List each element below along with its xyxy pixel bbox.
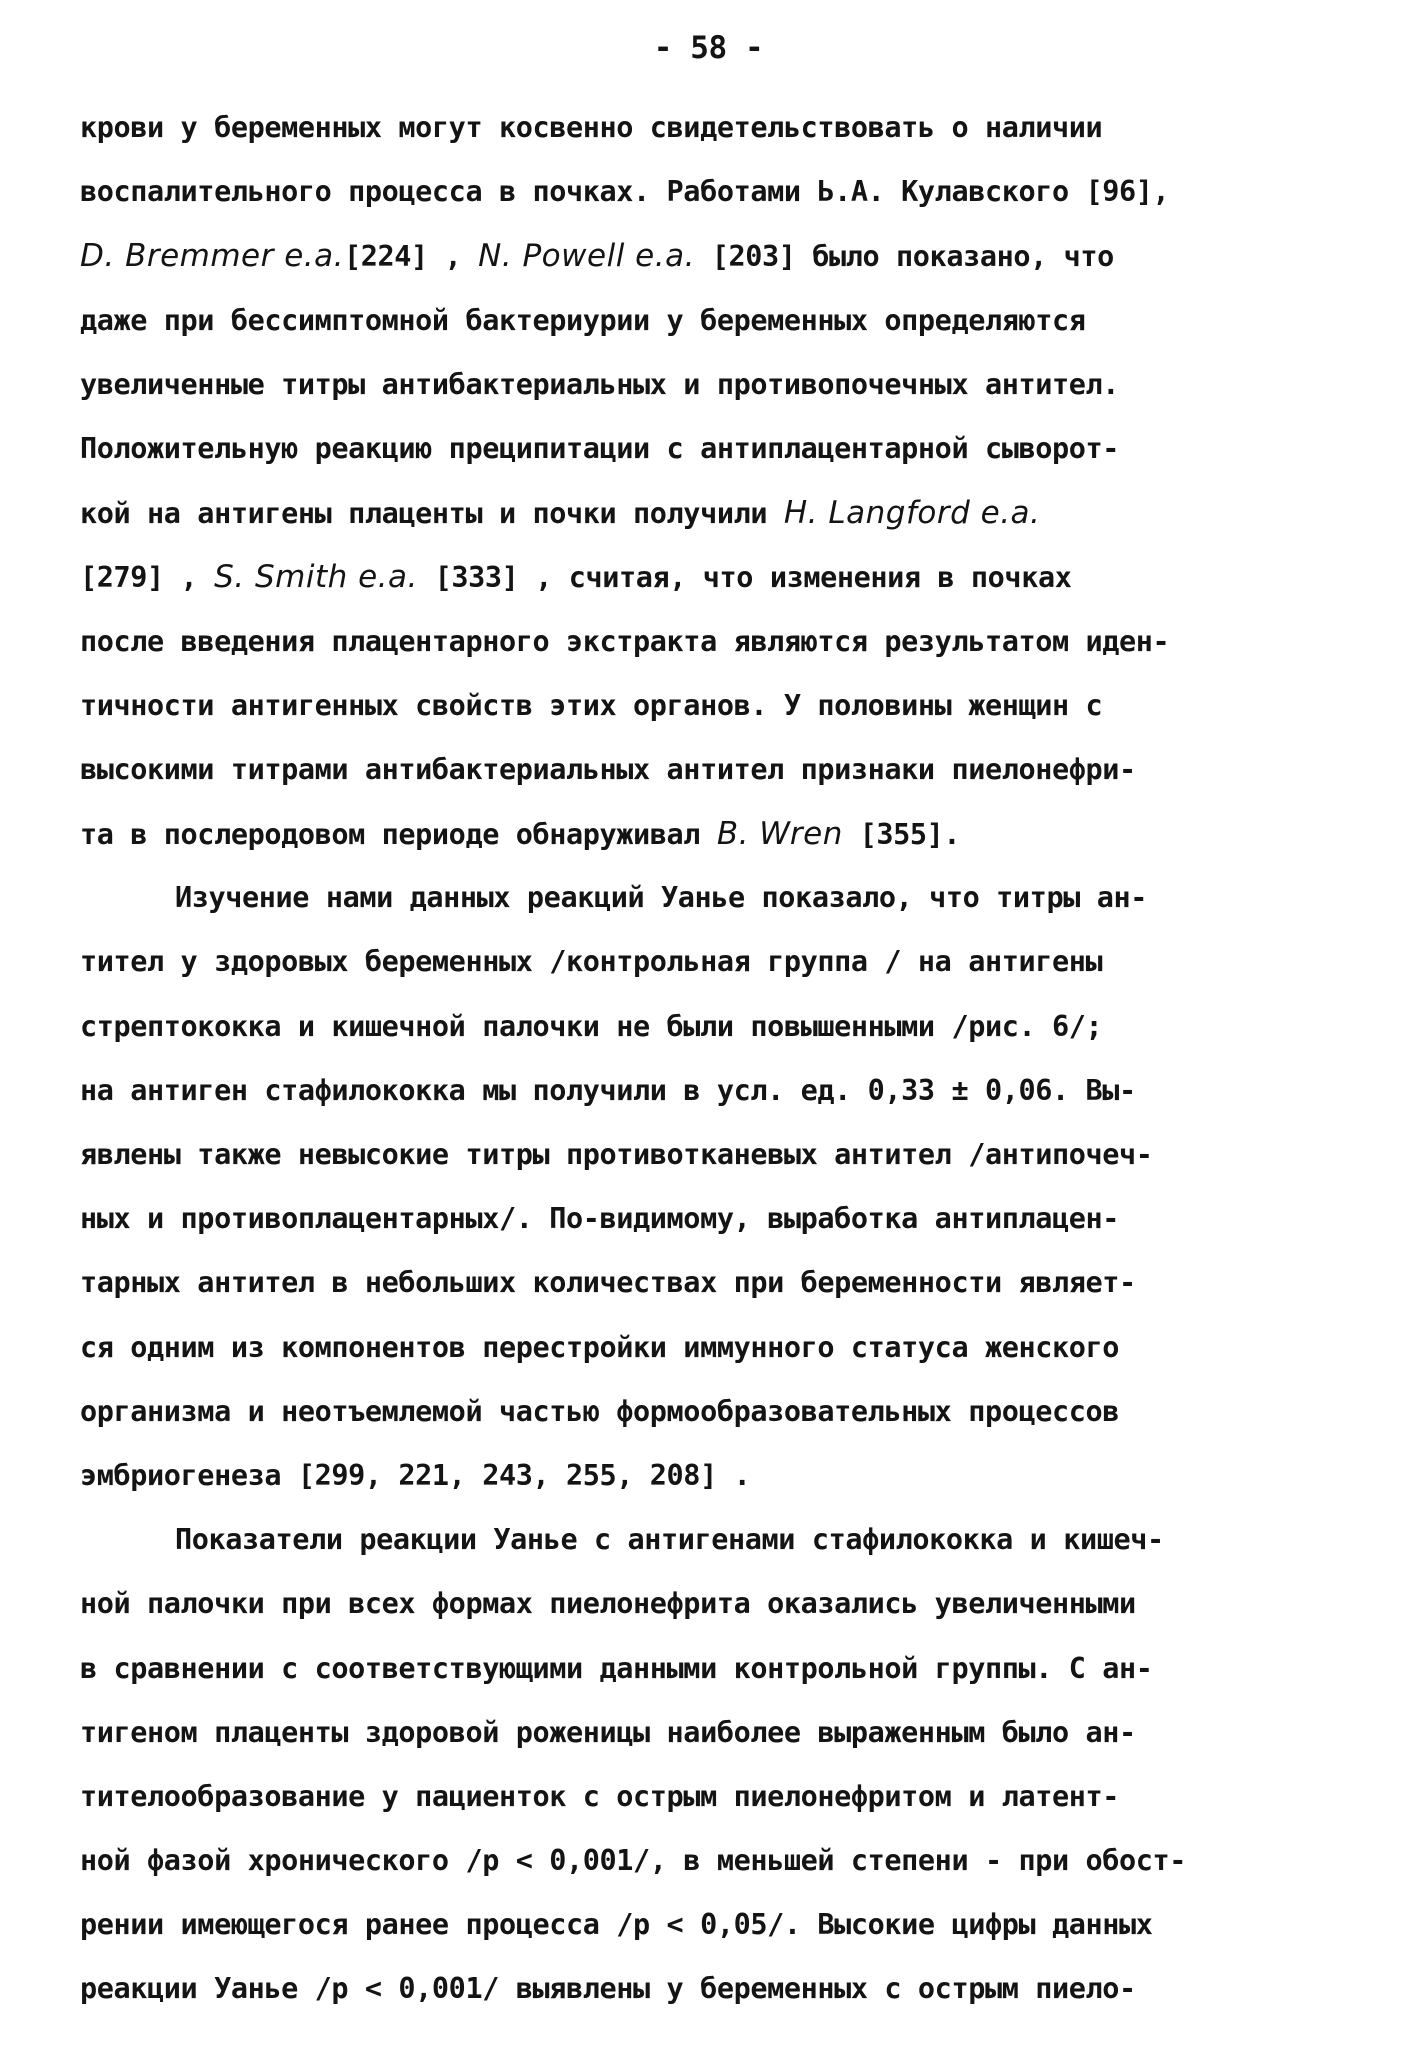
author-citation: H. Langford e.a. (783, 495, 1041, 532)
text-line (80, 96, 1350, 160)
text-segment: эмбриогенеза [299, 221, 243, 255, 208] . (80, 1458, 751, 1492)
text-line (80, 1893, 1350, 1957)
text-segment: та в послеродовом периоде обнаруживал (80, 818, 717, 852)
text-segment: стрептококка и кишечной палочки не были повышенными /рис. 6/; (80, 1009, 1103, 1043)
text-segment: в сравнении с соответствующими данными контрольной группы. С ан- (80, 1651, 1153, 1685)
text-line (80, 224, 1350, 288)
text-segment: тарных антител в небольших количествах при беременности являет- (80, 1266, 1136, 1300)
text-segment: [224] , (344, 240, 479, 274)
text-line (80, 674, 1350, 738)
text-line (80, 1765, 1350, 1829)
text-segment: организма и неотъемлемой частью формообразовательных процессов (80, 1394, 1120, 1428)
text-segment: ной палочки при всех формах пиелонефрита оказались увеличенными (80, 1587, 1136, 1621)
text-line (80, 1187, 1350, 1251)
author-citation: S. Smith e.a. (214, 559, 418, 596)
text-line (80, 802, 1350, 866)
text-line (80, 1701, 1350, 1765)
text-line (80, 1444, 1350, 1508)
text-segment: Изучение нами данных реакций Уанье показало, что титры ан- (175, 881, 1147, 915)
text-line (80, 1380, 1350, 1444)
text-line (80, 160, 1350, 224)
text-line (80, 289, 1350, 353)
text-line (80, 545, 1350, 609)
page-number: - 58 - (653, 30, 764, 66)
text-line (80, 1957, 1350, 2021)
text-line (80, 995, 1350, 1059)
text-segment: [355]. (842, 818, 961, 852)
body-text (80, 96, 1350, 2022)
text-segment: после введения плацентарного экстракта являются результатом иден- (80, 624, 1170, 658)
text-segment: кой на антигены плаценты и почки получили (80, 497, 784, 531)
text-segment: тителообразование у пациенток с острым пиелонефритом и латент- (80, 1779, 1120, 1813)
text-segment: тигеном плаценты здоровой роженицы наиболее выраженным было ан- (80, 1715, 1136, 1749)
text-line (80, 1059, 1350, 1123)
author-citation: B. Wren (716, 816, 843, 853)
text-segment: [203] было показано, что (694, 240, 1114, 274)
text-line (80, 1316, 1350, 1380)
text-segment: рении имеющегося ранее процесса /p < 0,05/. Высокие цифры данных (80, 1908, 1153, 1942)
text-segment: воспалительного процесса в почках. Работами Ь.А. Кулавского [96], (80, 175, 1170, 209)
text-line (80, 1251, 1350, 1315)
text-segment: на антиген стафилококка мы получили в усл. ед. 0,33 ± 0,06. Вы- (80, 1073, 1136, 1107)
text-segment: ной фазой хронического /p < 0,001/, в меньшей степени - при обост- (80, 1844, 1187, 1878)
text-line (80, 610, 1350, 674)
text-segment: Показатели реакции Уанье с антигенами стафилококка и кишеч- (175, 1523, 1164, 1557)
text-segment: тител у здоровых беременных /контрольная группа / на антигены (80, 945, 1103, 979)
paragraph-first-line (80, 1508, 1350, 1572)
text-line (80, 1572, 1350, 1636)
text-segment: реакции Уанье /p < 0,001/ выявлены у беременных с острым пиело- (80, 1972, 1136, 2006)
text-line (80, 1829, 1350, 1893)
text-line (80, 738, 1350, 802)
text-line (80, 1123, 1350, 1187)
text-line (80, 1637, 1350, 1701)
text-line (80, 481, 1350, 545)
author-citation: N. Powell e.a. (478, 238, 695, 275)
text-segment: ных и противоплацентарных/. По-видимому, выработка антиплацен- (80, 1202, 1120, 1236)
text-line (80, 353, 1350, 417)
text-segment: даже при бессимптомной бактериурии у беременных определяются (80, 303, 1086, 337)
text-segment: ся одним из компонентов перестройки иммунного статуса женского (80, 1330, 1120, 1364)
text-segment: явлены также невысокие титры противотканевых антител /антипочеч- (80, 1138, 1153, 1171)
text-segment: увеличенные титры антибактериальных и противопочечных антител. (80, 367, 1120, 401)
paragraph-first-line (80, 866, 1350, 930)
text-line (80, 930, 1350, 994)
text-segment: [279] , (80, 561, 215, 595)
text-segment: тичности антигенных свойств этих органов. У половины женщин с (80, 688, 1103, 722)
text-segment: высокими титрами антибактериальных антител признаки пиелонефри- (80, 752, 1136, 786)
text-segment: [333] , считая, что изменения в почках (417, 561, 1072, 595)
text-line (80, 417, 1350, 481)
author-citation: D. Bremmer e.a. (80, 238, 345, 275)
text-segment: крови у беременных могут косвенно свидетельствовать о наличии (80, 111, 1103, 144)
text-segment: Положительную реакцию преципитации с антиплацентарной сыворот- (80, 431, 1120, 465)
